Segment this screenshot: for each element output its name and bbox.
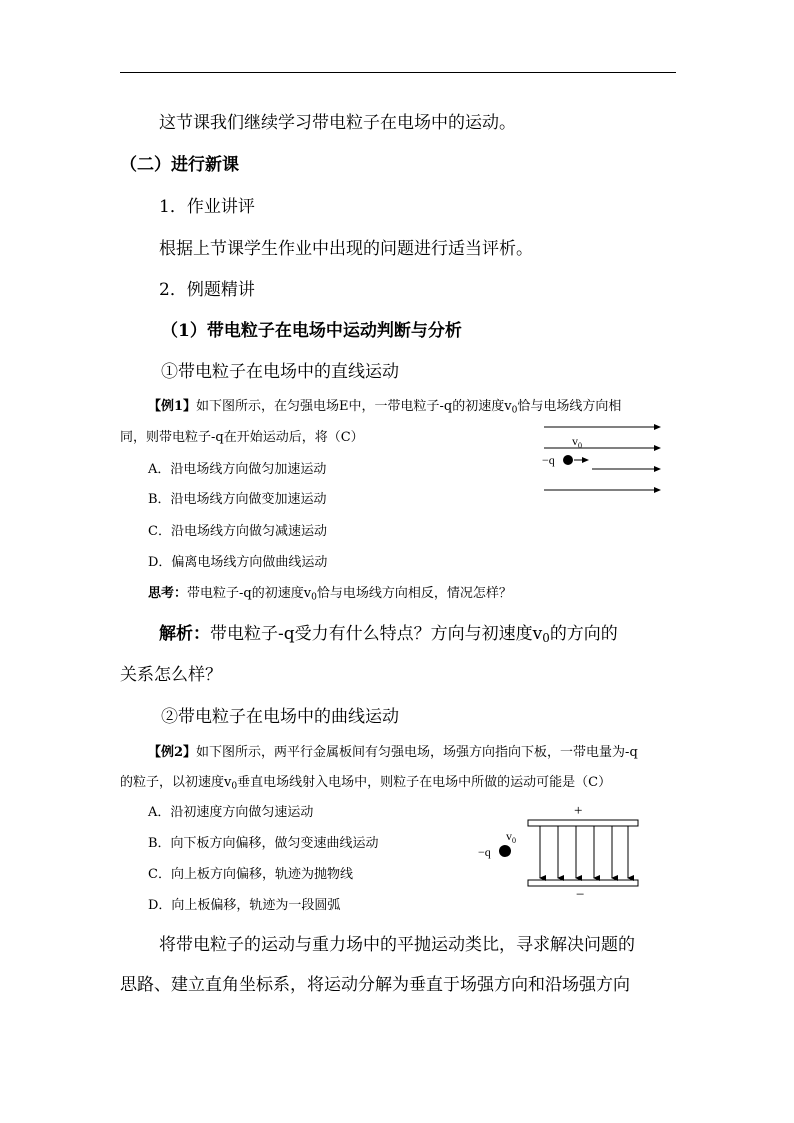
item2-title: 2．例题精讲 — [159, 280, 255, 300]
analysis-label: 解析： — [159, 624, 210, 644]
example2-option-a: A．沿初速度方向做匀速运动 — [148, 805, 314, 820]
example1-statement-line2: 同，则带电粒子-q在开始运动后，将（C） — [120, 430, 364, 445]
item1-text: 根据上节课学生作业中出现的问题进行适当评析。 — [159, 239, 533, 259]
negative-sign: − — [576, 887, 585, 903]
velocity-label: $v_0$ — [572, 434, 582, 450]
example1-option-d: D．偏离电场线方向做曲线运动 — [148, 555, 328, 570]
charge-label: −q — [542, 453, 555, 467]
think-label: 思考： — [148, 586, 188, 601]
example2-option-c: C．向上板方向偏移，轨迹为抛物线 — [148, 867, 353, 882]
example1-label: 【例1】 — [148, 399, 197, 414]
positive-sign: + — [574, 803, 583, 819]
analysis-line2: 关系怎么样？ — [120, 665, 222, 685]
analysis-line1: 解析：带电粒子-q受力有什么特点？方向与初速度$v_0$的方向的 — [159, 624, 618, 645]
closing-line2: 思路、建立直角坐标系，将运动分解为垂直于场强方向和沿场强方向 — [120, 975, 630, 995]
subsection-heading: （1）带电粒子在电场中运动判断与分析 — [161, 321, 462, 341]
example2-statement-line2: 的粒子，以初速度$v_0$垂直电场线射入电场中，则粒子在电场中所做的运动可能是（C） — [120, 775, 612, 792]
charged-particle — [563, 455, 573, 465]
lower-plate — [528, 880, 638, 886]
section-heading: （二）进行新课 — [120, 155, 239, 175]
velocity-label: $v_0$ — [506, 829, 516, 845]
intro-paragraph: 这节课我们继续学习带电粒子在电场中的运动。 — [159, 113, 516, 133]
example2-plate-diagram — [478, 800, 648, 903]
topic2-heading: ②带电粒子在电场中的曲线运动 — [161, 707, 399, 727]
example2-option-d: D．向上板偏移，轨迹为一段圆弧 — [148, 898, 341, 913]
upper-plate — [528, 820, 638, 826]
header-rule — [120, 72, 676, 73]
item1-title: 1．作业讲评 — [159, 197, 255, 217]
example1-option-a: A．沿电场线方向做匀加速运动 — [148, 462, 327, 477]
charged-particle — [499, 845, 511, 857]
example1-option-c: C．沿电场线方向做匀减速运动 — [148, 524, 327, 539]
example1-option-b: B．沿电场线方向做变加速运动 — [148, 492, 327, 507]
topic1-heading: ①带电粒子在电场中的直线运动 — [161, 362, 399, 382]
closing-line1: 将带电粒子的运动与重力场中的平抛运动类比，寻求解决问题的 — [159, 935, 635, 955]
example2-statement-line1: 【例2】如下图所示，两平行金属板间有匀强电场，场强方向指向下板，一带电量为-q — [148, 745, 638, 760]
think-question: 思考：带电粒子-q的初速度$v_0$恰与电场线方向相反，情况怎样？ — [148, 586, 512, 603]
example1-field-diagram — [540, 418, 670, 503]
example1-statement-line1: 【例1】如下图所示，在匀强电场E中，一带电粒子-q的初速度$v_0$恰与电场线方向相 — [148, 399, 622, 416]
example2-option-b: B．向下板方向偏移，做匀变速曲线运动 — [148, 836, 379, 851]
charge-label: −q — [478, 845, 491, 859]
example2-label: 【例2】 — [148, 745, 197, 760]
